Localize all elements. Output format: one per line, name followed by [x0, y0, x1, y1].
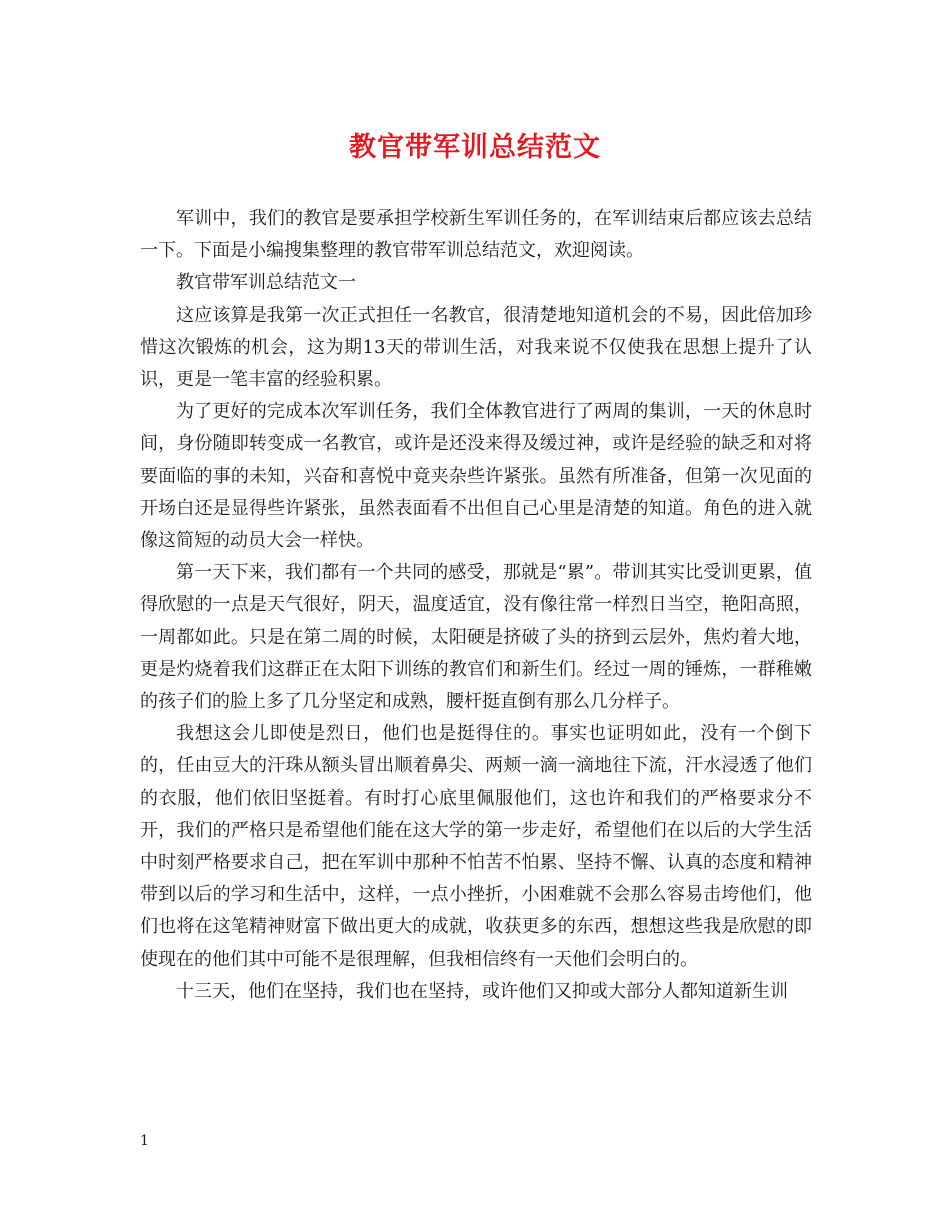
body-paragraph: 我想这会儿即使是烈日，他们也是挺得住的。事实也证明如此，没有一个倒下的，任由豆大的汗珠从额头冒出顺着鼻尖、两颊一滴一滴地往下流，汗水浸透了他们的衣服，他们依旧坚挺着。有时打心底里佩服他们，这也许和我们的严格要求分不开，我们的严格只是希望他们能在这大学的第一步走好，希望他们在以后的大学生活中时刻严格要求自己，把在军训中那种不怕苦不怕累、坚持不懈、认真的态度和精神带到以后的学习和生活中，这样，一点小挫折，小困难就不会那么容易击垮他们，他们也将在这笔精神财富下做出更大的成就，收获更多的东西，想想这些我是欣慰的即使现在的他们其中可能不是很理解，但我相信终有一天他们会明白的。 — [140, 723, 812, 970]
body-paragraph: 十三天，他们在坚持，我们也在坚持，或许他们又抑或大部分人都知道新生训 — [176, 980, 788, 1002]
section-heading: 教官带军训总结范文一 — [176, 272, 356, 294]
body-paragraph: 为了更好的完成本次军训任务，我们全体教官进行了两周的集训，一天的休息时间，身份随即转变成一名教官，或许是还没来得及缓过神，或许是经验的缺乏和对将要面临的事的未知，兴奋和喜悦中竟夹杂些许紧张。虽然有所准备，但第一次见面的开场白还是显得些许紧张，虽然表面看不出但自己心里是清楚的知道。角色的进入就像这简短的动员大会一样快。 — [140, 401, 812, 552]
body-paragraph: 这应该算是我第一次正式担任一名教官，很清楚地知道机会的不易，因此倍加珍惜这次锻炼的机会，这为期13天的带训生活，对我来说不仅使我在思想上提升了认识，更是一笔丰富的经验积累。 — [140, 304, 812, 391]
body-paragraph: 第一天下来，我们都有一个共同的感受，那就是“累”。带训其实比受训更累，值得欣慰的一点是天气很好，阴天，温度适宜，没有像往常一样烈日当空，艳阳高照，一周都如此。只是在第二周的时候，太阳硬是挤破了头的挤到云层外，焦灼着大地，更是灼烧着我们这群正在太阳下训练的教官们和新生们。经过一周的锤炼，一群稚嫩的孩子们的脸上多了几分坚定和成熟，腰杆挺直倒有那么几分样子。 — [140, 562, 812, 713]
intro-paragraph: 军训中，我们的教官是要承担学校新生军训任务的，在军训结束后都应该去总结一下。下面是小编搜集整理的教官带军训总结范文，欢迎阅读。 — [140, 208, 812, 262]
document-title: 教官带军训总结范文 — [349, 132, 601, 163]
document-body — [140, 203, 812, 1008]
page-number: 1 — [140, 1133, 149, 1149]
